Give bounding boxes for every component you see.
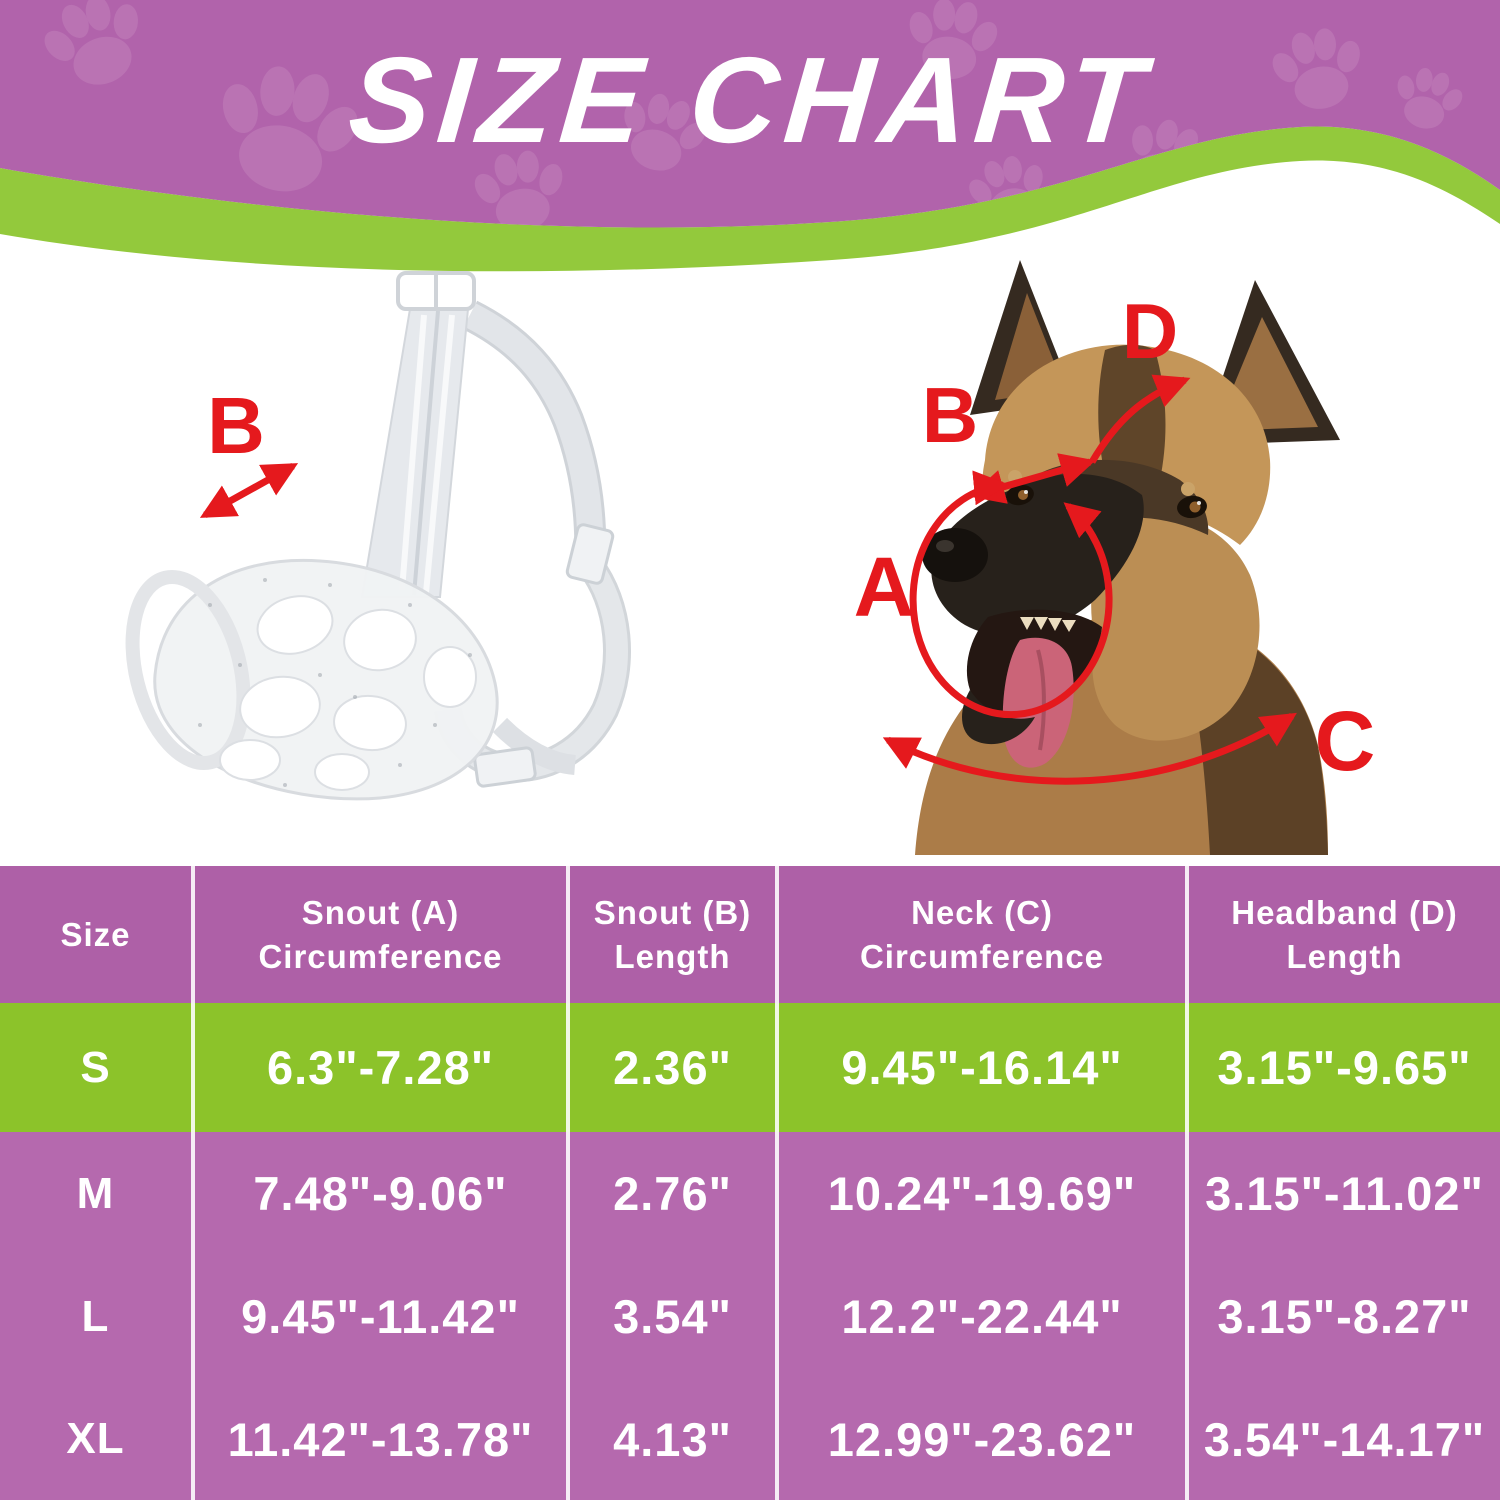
header-cell-snout-length: Snout (B) Length (566, 866, 775, 1003)
muzzle-buckle (398, 273, 474, 309)
size-table (0, 866, 1500, 1500)
table-cell-m-snout-circumference: 7.48"-9.06" (191, 1132, 566, 1255)
table-cell-m-neck-circumference: 10.24"-19.69" (775, 1132, 1185, 1255)
table-cell-size-s: S (0, 1003, 191, 1132)
header-cell-neck-circumference: Neck (C) Circumference (775, 866, 1185, 1003)
table-cell-xl-snout-length: 4.13" (566, 1378, 775, 1500)
measurement-label-d: D (1121, 287, 1179, 375)
muzzle-product-illustration (80, 245, 700, 825)
table-cell-s-headband-length: 3.15"-9.65" (1185, 1003, 1500, 1132)
page-title-text: SIZE CHART (344, 32, 1156, 168)
table-cell-l-headband-length: 3.15"-8.27" (1185, 1255, 1500, 1378)
muzzle-head-strap (362, 309, 468, 597)
page-title (0, 30, 1500, 170)
header-cell-size: Size (0, 866, 191, 1003)
table-cell-m-snout-length: 2.76" (566, 1132, 775, 1255)
header-cell-headband-length: Headband (D) Length (1185, 866, 1500, 1003)
table-cell-size-xl: XL (0, 1378, 191, 1500)
measurement-label-c: C (1314, 694, 1376, 788)
table-cell-l-snout-circumference: 9.45"-11.42" (191, 1255, 566, 1378)
table-cell-s-snout-length: 2.36" (566, 1003, 775, 1132)
table-cell-xl-snout-circumference: 11.42"-13.78" (191, 1378, 566, 1500)
table-cell-l-neck-circumference: 12.2"-22.44" (775, 1255, 1185, 1378)
dog-photo-illustration (870, 255, 1370, 855)
table-cell-m-headband-length: 3.15"-11.02" (1185, 1132, 1500, 1255)
measurement-label-muzzle-b: B (207, 381, 265, 470)
dog-nose (922, 528, 988, 582)
table-cell-s-snout-circumference: 6.3"-7.28" (191, 1003, 566, 1132)
measurement-label-b: B (921, 371, 979, 459)
table-cell-size-l: L (0, 1255, 191, 1378)
table-cell-s-neck-circumference: 9.45"-16.14" (775, 1003, 1185, 1132)
table-cell-size-m: M (0, 1132, 191, 1255)
table-cell-xl-neck-circumference: 12.99"-23.62" (775, 1378, 1185, 1500)
header-cell-snout-circumference: Snout (A) Circumference (191, 866, 566, 1003)
table-cell-l-snout-length: 3.54" (566, 1255, 775, 1378)
table-cell-xl-headband-length: 3.54"-14.17" (1185, 1378, 1500, 1500)
measurement-label-a: A (853, 540, 915, 634)
